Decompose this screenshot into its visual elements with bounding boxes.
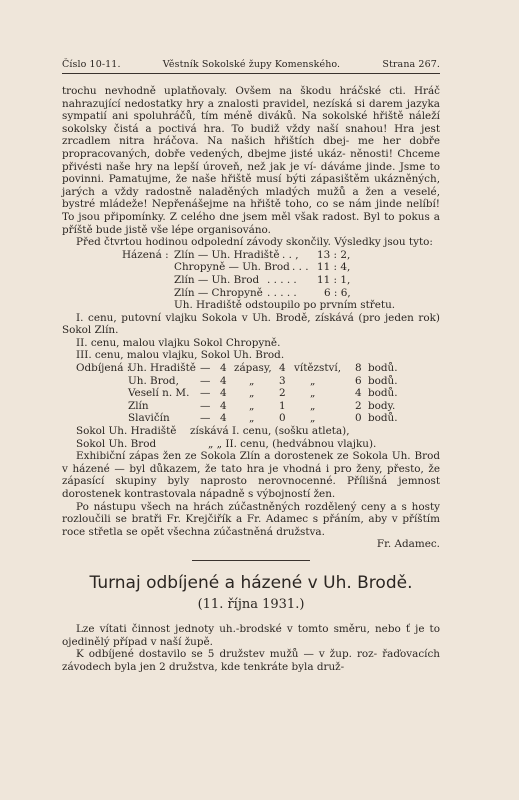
dash: — <box>200 412 211 425</box>
award-line: II. cenu, malou vlajku Sokol Chropyně. <box>76 336 281 349</box>
team: Sokol Uh. Hradiště <box>76 425 177 438</box>
word: „ <box>310 374 316 387</box>
awards <box>62 312 440 337</box>
text-line: trochu nevhodně uplatňovaly. Ovšem na škodu hráčské cti. Hráč <box>62 85 440 97</box>
word: „ <box>310 387 316 400</box>
para-3 <box>62 450 440 500</box>
hazena-results <box>62 249 440 312</box>
unit: bodů. <box>368 374 398 387</box>
article-body <box>62 85 440 673</box>
played: 4 <box>220 399 227 412</box>
dots: . . . . . <box>267 273 297 286</box>
wins: 2 <box>279 387 286 400</box>
result-row <box>62 249 440 262</box>
header-rule <box>62 73 440 74</box>
word: „ <box>249 399 255 412</box>
text-line: ženy, přesto, že zápasící skupiny byly naprosto nerovnocenné. <box>62 462 441 488</box>
para-1 <box>62 85 440 236</box>
text-line: dáváme jinde. Jsme to povinni. Pamatujme, že naše hřiště musí <box>62 160 440 186</box>
played: 4 <box>220 374 227 387</box>
sport-label: Házená : <box>122 248 169 261</box>
team: Uh. Hradiště <box>128 362 196 375</box>
points: 2 <box>355 399 362 412</box>
played: 4 <box>220 387 227 400</box>
team: Uh. Brod, <box>128 374 179 387</box>
text-line: Uh. Brod v házené — byl důkazem, že tato hra je vhodná i pro <box>62 450 440 475</box>
text-line: Po nástupu všech na hrách zúčastněných rozdělený ceny a <box>76 500 397 513</box>
word: „ <box>310 399 316 412</box>
volley-row <box>62 375 440 388</box>
text-line: I. cenu, putovní vlajku Sokola v Uh. Brodě, získává (pro <box>76 311 381 324</box>
result-row <box>62 261 440 274</box>
points: 4 <box>355 387 362 400</box>
sport-label: Odbíjená : <box>76 362 131 375</box>
text-line: Přílišná jemnost dorostenek kontrastovala nápadně s výbojností žen. <box>62 475 441 500</box>
volley-row <box>62 387 440 400</box>
word: „ <box>249 387 255 400</box>
unit: body. <box>368 399 396 412</box>
text-line: hřiště toho, co se nám jinde nelíbí! To jsou připomínky. Z celého <box>62 198 440 223</box>
volley-row <box>62 412 440 425</box>
text-line: mladých mužů a žen a veselé, bystré mládeže! Nepřenášejme na <box>62 185 440 211</box>
text-line: ť je to ojedinělý případ v naší župě. <box>62 622 440 648</box>
team: Zlín <box>128 399 149 412</box>
result-row <box>62 274 440 287</box>
text-line: K odbíjené dostavilo se 5 družstev mužů — v žup. roz- <box>76 648 378 661</box>
score: 11 : 1, <box>317 273 351 286</box>
text-line: hřiště náleží sokolsky čistá a poctivá hra. To budiž vždy naší <box>62 110 441 135</box>
word: „ <box>310 412 316 425</box>
volley-row <box>62 400 440 413</box>
text-line: snahou! Hra jest zrcadlem nitra hráčova. Na našich hřištích dbej- <box>62 122 441 148</box>
article-para-2 <box>62 648 440 673</box>
dash: — <box>200 362 211 375</box>
points: 6 <box>355 374 362 387</box>
text-line: jsou tyto: <box>384 236 433 249</box>
award-line: III. cenu, malou vlajku, Sokol Uh. Brod. <box>76 349 285 362</box>
dots: . . , <box>282 248 299 261</box>
result-row <box>62 287 440 300</box>
wins: 3 <box>279 374 286 387</box>
running-header <box>62 59 440 70</box>
text-line: me her dobře propracovaných, dobře vedených, dbejme jisté ukáz- <box>62 135 440 160</box>
text-line: Exhibiční zápas žen ze Sokola Zlín a dorostenek ze Sokola <box>76 450 388 463</box>
word: „ <box>249 374 255 387</box>
unit: bodů. <box>368 387 398 400</box>
issue-number: Číslo 10-11. <box>62 59 121 70</box>
score: 6 : 6, <box>324 286 351 299</box>
unit: bodů. <box>368 362 398 375</box>
dash: — <box>200 399 211 412</box>
score: 13 : 2, <box>317 248 351 261</box>
result-note <box>62 299 440 312</box>
dots: . . . . . <box>267 286 297 299</box>
volley-row <box>62 362 440 375</box>
text-line: jeden rok) Sokol Zlín. <box>62 311 440 337</box>
word: zápasy, <box>234 362 272 375</box>
word: vítězství, <box>294 362 341 375</box>
match: Zlín — Chropyně <box>174 286 263 299</box>
note: Uh. Hradiště odstoupilo po prvním střetu. <box>174 299 396 312</box>
text-line: lépe organisováno. <box>171 223 271 236</box>
played: 4 <box>220 412 227 425</box>
wins: 4 <box>279 362 286 375</box>
dash: — <box>200 374 211 387</box>
played: 4 <box>220 362 227 375</box>
match: Zlín — Uh. Hradiště <box>174 248 280 261</box>
text-line: s hosty rozloučili se bratři Fr. Krejčiřík a Fr. Adamec s přáním, <box>62 500 440 526</box>
team: Sokol Uh. Brod <box>76 437 157 450</box>
article-date: (11. října 1931.) <box>197 596 305 612</box>
wins: 0 <box>279 412 286 425</box>
unit: bodů. <box>368 412 398 425</box>
text-line: Před čtvrtou hodinou odpolední závody skončily. Výsledky <box>76 236 381 249</box>
article-title: Turnaj odbíjené a házené v Uh. Brodě. <box>89 572 413 593</box>
journal-title: Věstník Sokolské župy Komenského. <box>162 59 341 70</box>
award-text: získává I. cenu, (sošku atleta), <box>190 425 350 438</box>
wins: 1 <box>279 399 286 412</box>
article-para-1 <box>62 623 440 648</box>
team: Veselí n. M. <box>128 387 190 400</box>
match: Chropyně — Uh. Brod <box>174 261 290 274</box>
signature: Fr. Adamec. <box>376 538 440 551</box>
text-line: jazyka sympatií ani spoluhráčů, tím méně diváků. Na sokolské <box>62 97 441 123</box>
para-4 <box>62 501 440 539</box>
text-line: Lze vítati činnost jednoty uh.-brodské v tomto směru, nebo <box>76 622 401 635</box>
text-line: řaďovacích závodech byla jen 2 družstva, kde tenkráte byla druž- <box>62 648 440 673</box>
text-line: dne jsem měl však radost. Byl to pokus a příště bude jistě vše <box>62 210 440 236</box>
team: Slavičín <box>128 412 170 425</box>
award-text: „ „ II. cenu, (hedvábnou vlajku). <box>208 437 377 450</box>
dash: — <box>200 387 211 400</box>
volley-award-row <box>62 425 440 438</box>
points: 0 <box>355 412 362 425</box>
odbijena-results <box>62 362 440 425</box>
page-number: Strana 267. <box>382 59 440 70</box>
dots: . . . <box>292 261 309 274</box>
volley-awards <box>62 425 440 450</box>
section-divider <box>192 560 310 561</box>
volley-award-row <box>62 438 440 451</box>
text-line: býti zápasištěm ukázněných, jarých a vždy radostně naladěných <box>62 173 440 198</box>
text-line: něnosti! Chceme přivésti naše hry na lepší úroveň, než jak je ví- <box>62 147 440 173</box>
word: „ <box>249 412 255 425</box>
points: 8 <box>355 362 362 375</box>
text-line: nahrazující nedostatky hry a znalosti pravidel, nezíská si darem <box>62 97 403 110</box>
para-2 <box>62 236 440 249</box>
text-line: aby v příštím roce střetla se opět všechna zúčastněná družstva. <box>62 513 440 538</box>
score: 11 : 4, <box>317 261 351 274</box>
match: Zlín — Uh. Brod <box>174 273 260 286</box>
